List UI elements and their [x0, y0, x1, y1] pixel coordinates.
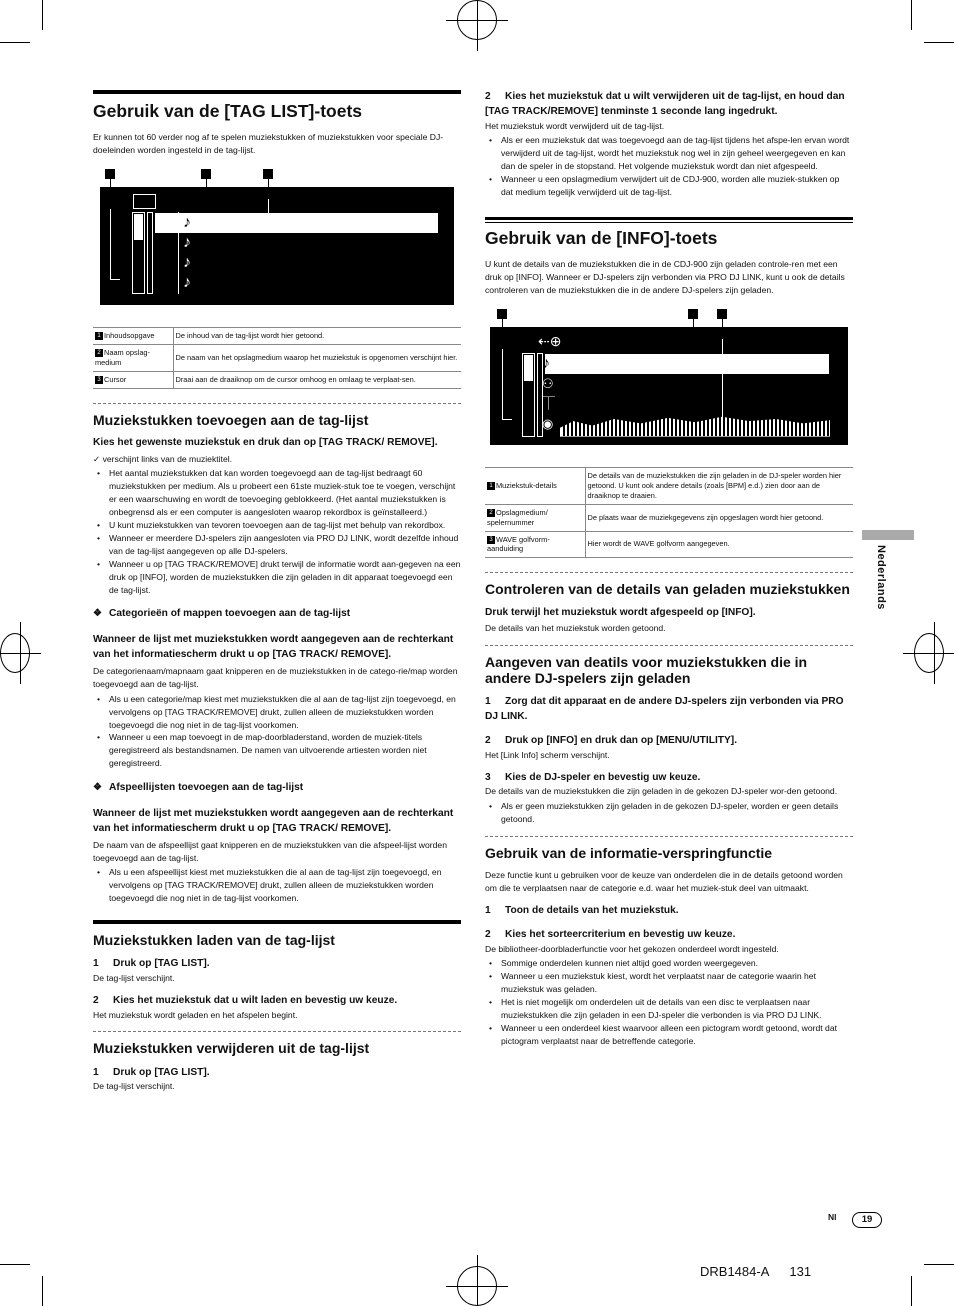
scrollbar [132, 212, 145, 294]
callout-1 [497, 309, 507, 319]
info-legend-table [485, 467, 853, 559]
list-item: • Sommige onderdelen kunnen niet altijd goed worden weergegeven. [485, 957, 853, 970]
registration-mark [457, 0, 497, 40]
document-code: DRB1484-A 131 [700, 1264, 812, 1279]
load-step-2-text: Het muziekstuk wordt geladen en het afspelen begint. [93, 1009, 298, 1020]
remove-step-2: 2 Kies het muziekstuk dat u wilt verwijderen uit de tag-lijst, en houd dan [TAG TRACK/REMOVE] tenminste 1 seconde lang ingedrukt. [485, 91, 845, 117]
jump-bullets [485, 957, 853, 1047]
other-section-title: Aangeven van deatils voor muziekstukken die in andere DJ-spelers zijn geladen [485, 645, 853, 686]
cursor-row [545, 354, 829, 374]
playlists-heading: ❖ Afspeellijsten toevoegen aan de tag-lijst [93, 782, 304, 794]
check-section-title: Controleren van de details van geladen muziekstukken [485, 572, 853, 597]
footer-language: Nl [828, 1212, 837, 1222]
categories-text: De categorienaam/mapnaam gaat knipperen en de muziekstukken in de catego-rie/map worden toegevoegd aan de tag-lijst. [93, 665, 458, 689]
categories-bullets [93, 693, 461, 770]
list-item: • Wanneer u een onderdeel kiest waarvoor alleen een pictogram wordt getoond, wordt dat pictogram verplaatst naar de betreffende categorie. [485, 1022, 853, 1048]
load-step-1: 1 Druk op [TAG LIST]. [93, 958, 210, 970]
info-screen-figure [485, 307, 853, 447]
other-step-3-bullets [485, 800, 853, 826]
language-tab [862, 530, 914, 540]
list-item: • Als u een categorie/map kiest met muziekstukken die al aan de tag-lijst zijn toegevoegd, en vervolgens op [TAG TRACK/REMOVE] drukt, zullen alleen de muziekstukken worden toegevoegd die nog niet in de tag-lijst voorkomen. [93, 693, 461, 732]
tag-list-screen-figure [93, 167, 461, 307]
legend-row: 3 Cursor Draai aan de draaiknop om de cursor omhoog en omlaag te verplaat-sen. [93, 371, 461, 388]
cursor-row [155, 213, 438, 233]
playlists-lead: Wanneer de lijst met muziekstukken wordt aangegeven aan de rechterkant van het informatiescherm drukt u op [TAG TRACK/ REMOVE]. [93, 808, 454, 834]
diamond-icon: ❖ [93, 608, 103, 620]
callout-2 [201, 169, 211, 179]
tag-list-display [100, 187, 454, 305]
scrollbar [522, 353, 535, 437]
remove-step-1: 1 Druk op [TAG LIST]. [93, 1066, 210, 1078]
categories-lead: Wanneer de lijst met muziekstukken wordt aangegeven aan de rechterkant van het informatiescherm drukt u op [TAG TRACK/ REMOVE]. [93, 634, 454, 661]
music-note-icon: ♪ [183, 233, 191, 251]
list-item: • Het aantal muziekstukken dat kan worden toegevoegd aan de tag-lijst bedraagt 60 muziekstukken per medium. Als u probeert een 61ste muziek-stuk toe te voegen, verschijnt er een waarschuwing en wordt de toevoeging geblokkeerd. (Het aantal muziekstukken is onbegrensd als er een computer is aangesloten waarop rekordbox is geïnstalleerd.) [93, 467, 461, 519]
playlists-text: De naam van de afspeellijst gaat knipperen en de muziekstukken van die afspeel-lijst worden toegevoegd aan de tag-lijst. [93, 839, 447, 863]
section-title-info: Gebruik van de [INFO]-toets [485, 217, 853, 249]
list-item: • Als er geen muziekstukken zijn geladen in de gekozen DJ-speler, worden er geen details getoond. [485, 800, 853, 826]
crop-mark [911, 1276, 912, 1306]
legend-row: 3 WAVE golfvorm-aanduiding Hier wordt de WAVE golfvorm aangegeven. [485, 531, 853, 558]
other-step-2-text: Het [Link Info] scherm verschijnt. [485, 749, 610, 760]
list-item: • Wanneer u een muziekstuk kiest, wordt het verplaatst naar de categorie waarin het muziekstuk was geladen. [485, 970, 853, 996]
categories-heading: ❖ Categorieën of mappen toevoegen aan de tag-lijst [93, 608, 351, 620]
add-lead: Kies het gewenste muziekstuk en druk dan op [TAG TRACK/ REMOVE]. [93, 436, 438, 448]
callout-3 [717, 309, 727, 319]
callout-2 [688, 309, 698, 319]
legend-row: 2 Naam opslag-medium De naam van het opslagmedium waarop het muziekstuk is opgenomen verschijnt hier. [93, 344, 461, 371]
playlists-bullets [93, 866, 461, 905]
language-label: Nederlands [875, 545, 887, 610]
storage-icon-box [133, 194, 156, 209]
list-item: • Wanneer er meerdere DJ-spelers zijn aangesloten via PRO DJ LINK, wordt dezelfde inhoud van de tag-lijst aangegeven op alle DJ-spelers. [93, 532, 461, 558]
list-item: • Als u een afspeellijst kiest met muziekstukken die al aan de tag-lijst zijn toegevoegd, en vervolgens op [TAG TRACK/REMOVE] drukt, zullen alleen de muziekstukken worden toegevoegd die nog niet in de tag-lijst voorkomen. [93, 866, 461, 905]
jump-step-1: 1 Toon de details van het muziekstuk. [485, 904, 679, 916]
callout-1 [105, 169, 115, 179]
list-item: • Wanneer u op [TAG TRACK/REMOVE] drukt terwijl de informatie wordt aan-gegeven na een druk op [INFO], worden de muziekstukken die zijn geladen in dit apparaat toegevoegd een de tag-lijst. [93, 558, 461, 597]
crop-mark [924, 1264, 954, 1265]
disc-icon: ◉ [542, 415, 554, 431]
artist-icon: ⚇ [542, 375, 554, 391]
list-item: • Als er een muziekstuk dat was toegevoegd aan de tag-lijst tijdens het afspe-len ervan wordt verwijderd uit de tag-lijst, wordt het muziekstuk nog wel in zijn geheel weergegeven en kan dan de speler in de stopstand. Het volgende muziekstuk wordt dan niet afgespeeld. [485, 134, 853, 173]
list-item: • Wanneer u een map toevoegt in de map-doorbladerstand, worden de muziek-titels geregistreerd als bestandsnamen. De namen van uitvoerende artiesten worden niet geregistreerd. [93, 731, 461, 770]
add-section-title: Muziekstukken toevoegen aan de tag-lijst [93, 403, 461, 428]
registration-mark [914, 633, 944, 673]
add-bullets [93, 467, 461, 596]
list-item: • Het is niet mogelijk om onderdelen uit de details van een disc te verplaatsen naar muziekstukken die zijn geladen in een DJ-speler die verbonden is via PRO DJ LINK. [485, 996, 853, 1022]
tag-list-intro: Er kunnen tot 60 verder nog af te spelen muziekstukken of muziekstukken voor speciale DJ-doeleinden worden ingesteld in de tag-lijst. [93, 132, 444, 155]
callout-3 [263, 169, 273, 179]
load-section-title: Muziekstukken laden van de tag-lijst [93, 925, 461, 948]
registration-mark [457, 1266, 497, 1306]
section-title-tag-list: Gebruik van de [TAG LIST]-toets [93, 90, 461, 122]
usb-icon: ⇠⊕ [538, 332, 562, 349]
remove-section-title: Muziekstukken verwijderen uit de tag-lijst [93, 1031, 461, 1056]
jump-step-2: 2 Kies het sorteercriterium en bevestig uw keuze. [485, 928, 736, 940]
list-item: • Wanneer u een opslagmedium verwijdert uit de CDJ-900, worden alle muziek-stukken op dat medium tegelijk verwijderd uit de tag-lijst. [485, 173, 853, 199]
load-step-2: 2 Kies het muziekstuk dat u wilt laden en bevestig uw keuze. [93, 994, 398, 1006]
jump-intro: Deze functie kunt u gebruiken voor de keuze van onderdelen die in de details getoond worden om die te verplaatsen naar de categorie e.d. waar het muziek-stuk deel van uitmaakt. [485, 870, 843, 894]
load-step-1-text: De tag-lijst verschijnt. [93, 972, 175, 983]
info-intro: U kunt de details van de muziekstukken die in de CDJ-900 zijn geladen controle-ren met een druk op [INFO]. Wanneer er DJ-spelers zijn verbonden via PRO DJ LINK, kunt u ook de details controleren van de muziekstukken die in de andere DJ-spelers zijn geladen. [485, 258, 845, 295]
crop-mark [0, 1264, 30, 1265]
check-lead: Druk terwijl het muziekstuk wordt afgespeeld op [INFO]. [485, 606, 756, 618]
crop-mark [911, 0, 912, 30]
remove-step-1-text: De tag-lijst verschijnt. [93, 1081, 175, 1092]
music-note-icon: ♪ [183, 253, 191, 271]
music-note-icon: ♪ [183, 273, 191, 291]
remove-bullets [485, 134, 853, 198]
add-check-line: ✓ verschijnt links van de muziektitel. [93, 453, 233, 464]
crop-mark [924, 42, 954, 43]
registration-mark [0, 633, 30, 673]
index-bar [147, 212, 153, 294]
other-step-3-text: De details van de muziekstukken die zijn geladen in de gekozen DJ-speler wor-den getoond. [485, 786, 838, 797]
legend-row: 1 Inhoudsopgave De inhoud van de tag-lijst wordt hier getoond. [93, 327, 461, 344]
person-icon: ⏉ [542, 395, 556, 411]
list-item: • U kunt muziekstukken van tevoren toevoegen aan de tag-lijst met behulp van rekordbox. [93, 519, 461, 532]
left-column [93, 90, 461, 1095]
wave-waveform [560, 415, 830, 437]
check-text: De details van het muziekstuk worden getoond. [485, 623, 666, 634]
other-step-1: 1 Zorg dat dit apparaat en de andere DJ-spelers zijn verbonden via PRO DJ LINK. [485, 696, 844, 723]
crop-mark [0, 42, 30, 43]
crop-mark [42, 1276, 43, 1306]
music-note-icon: ♪ [183, 213, 191, 231]
music-note-icon: ♪ [542, 354, 550, 372]
other-step-3: 3 Kies de DJ-speler en bevestig uw keuze. [485, 771, 701, 783]
other-step-2: 2 Druk op [INFO] en druk dan op [MENU/UTILITY]. [485, 734, 738, 746]
tag-list-legend-table [93, 327, 461, 389]
legend-row: 2 Opslagmedium/ spelernummer De plaats waar de muziekgegevens zijn opgeslagen wordt hier getoond. [485, 504, 853, 531]
info-display [490, 327, 848, 445]
legend-row: 1 Muziekstuk-details De details van de muziekstukken die zijn geladen in de DJ-speler worden hier getoond. U kunt ook andere details (zoals [BPM] e.d.) zien door aan de draaiknop te draaien. [485, 467, 853, 504]
jump-step-2-text: De bibliotheer-doorbladerfunctie voor het gekozen onderdeel wordt ingesteld. [485, 943, 779, 954]
page-number-badge: 19 [852, 1212, 882, 1228]
crop-mark [42, 0, 43, 30]
right-column [485, 90, 853, 1050]
diamond-icon: ❖ [93, 782, 103, 794]
remove-step-2-text: Het muziekstuk wordt verwijderd uit de tag-lijst. [485, 120, 665, 131]
jump-section-title: Gebruik van de informatie-verspringfunctie [485, 836, 853, 861]
